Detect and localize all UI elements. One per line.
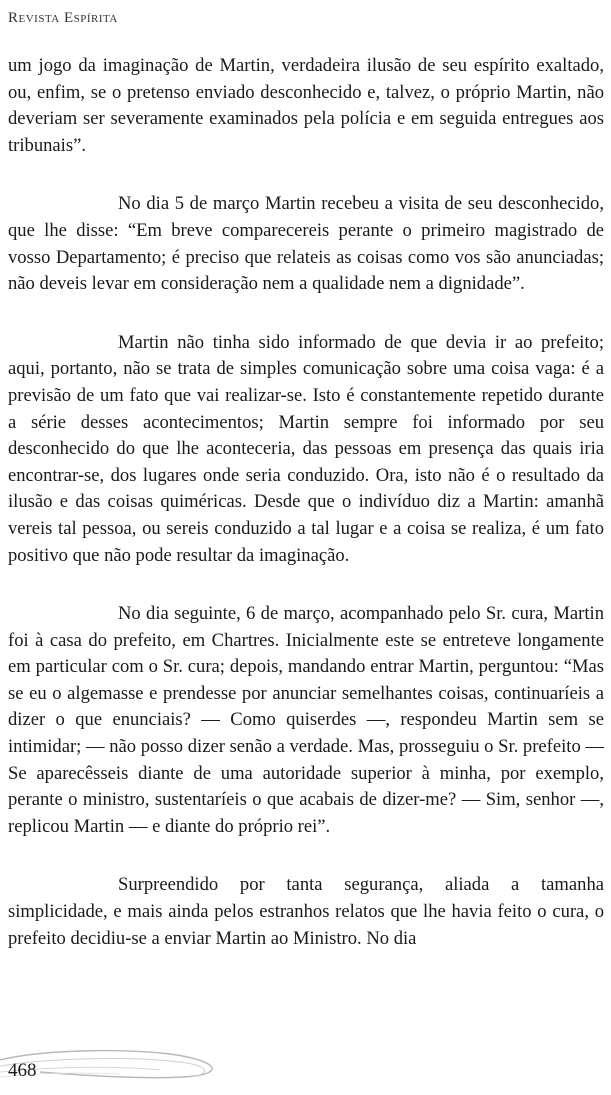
page-body: [8, 53, 604, 984]
page-number: 468: [8, 1060, 37, 1081]
paragraph-5: Surpreendido por tanta segurança, aliada a tamanha simplicidade, e mais ainda pelos estranhos relatos que lhe havia feito o cura, o prefeito decidiu-se a enviar Martin ao Ministro. No dia: [8, 874, 604, 949]
paragraph-2: No dia 5 de março Martin recebeu a visita de seu desconhecido, que lhe disse: “Em breve comparecereis perante o primeiro magistrado de vosso Departamento; é preciso que relateis as coisas como vos são anunciadas; não deveis levar em consideração nem a qualidade nem a dignidade”.: [8, 193, 604, 295]
paragraph-1: um jogo da imaginação de Martin, verdadeira ilusão de seu espírito exaltado, ou, enfim, se o pretenso enviado desconhecido e, talvez, o próprio Martin, não deveriam ser severamente examinados pela polícia e em seguida entregues aos tribunais”.: [8, 55, 604, 156]
paragraph-4: No dia seguinte, 6 de março, acompanhado pelo Sr. cura, Martin foi à casa do prefeito, em Chartres. Inicialmente este se entreteve longamente em particular com o Sr. cura; depois, mandando entrar Martin, perguntou: “Mas se eu o algemasse e prendesse por anunciar semelhantes coisas, continuaríeis a dizer o que enunciais? — Como quiserdes —, respondeu Martin sem se intimidar; — não posso dizer senão a verdade. Mas, prosseguiu o Sr. prefeito — Se aparecêsseis diante de uma autoridade superior à minha, por exemplo, perante o ministro, sustentaríeis o que acabais de dizer-me? — Sim, senhor —, replicou Martin — e diante do próprio rei”.: [8, 603, 604, 837]
decorative-swirl-icon: [0, 1046, 260, 1095]
running-header: Revista Espírita: [8, 10, 118, 26]
paragraph-3: Martin não tinha sido informado de que devia ir ao prefeito; aqui, portanto, não se trata de simples comunicação sobre uma coisa vaga: é a previsão de um fato que vai realizar-se. Isto é constantemente repetido durante a série desses acontecimentos; Martin sempre foi informado por seu desconhecido do que lhe aconteceria, das pessoas em presença das quais iria encontrar-se, dos lugares onde seria conduzido. Ora, isto não é o resultado da ilusão e das coisas quiméricas. Desde que o indivíduo diz a Martin: amanhã vereis tal pessoa, ou sereis conduzido a tal lugar e a coisa se realiza, é um fato positivo que não pode resultar da imaginação.: [8, 331, 604, 566]
